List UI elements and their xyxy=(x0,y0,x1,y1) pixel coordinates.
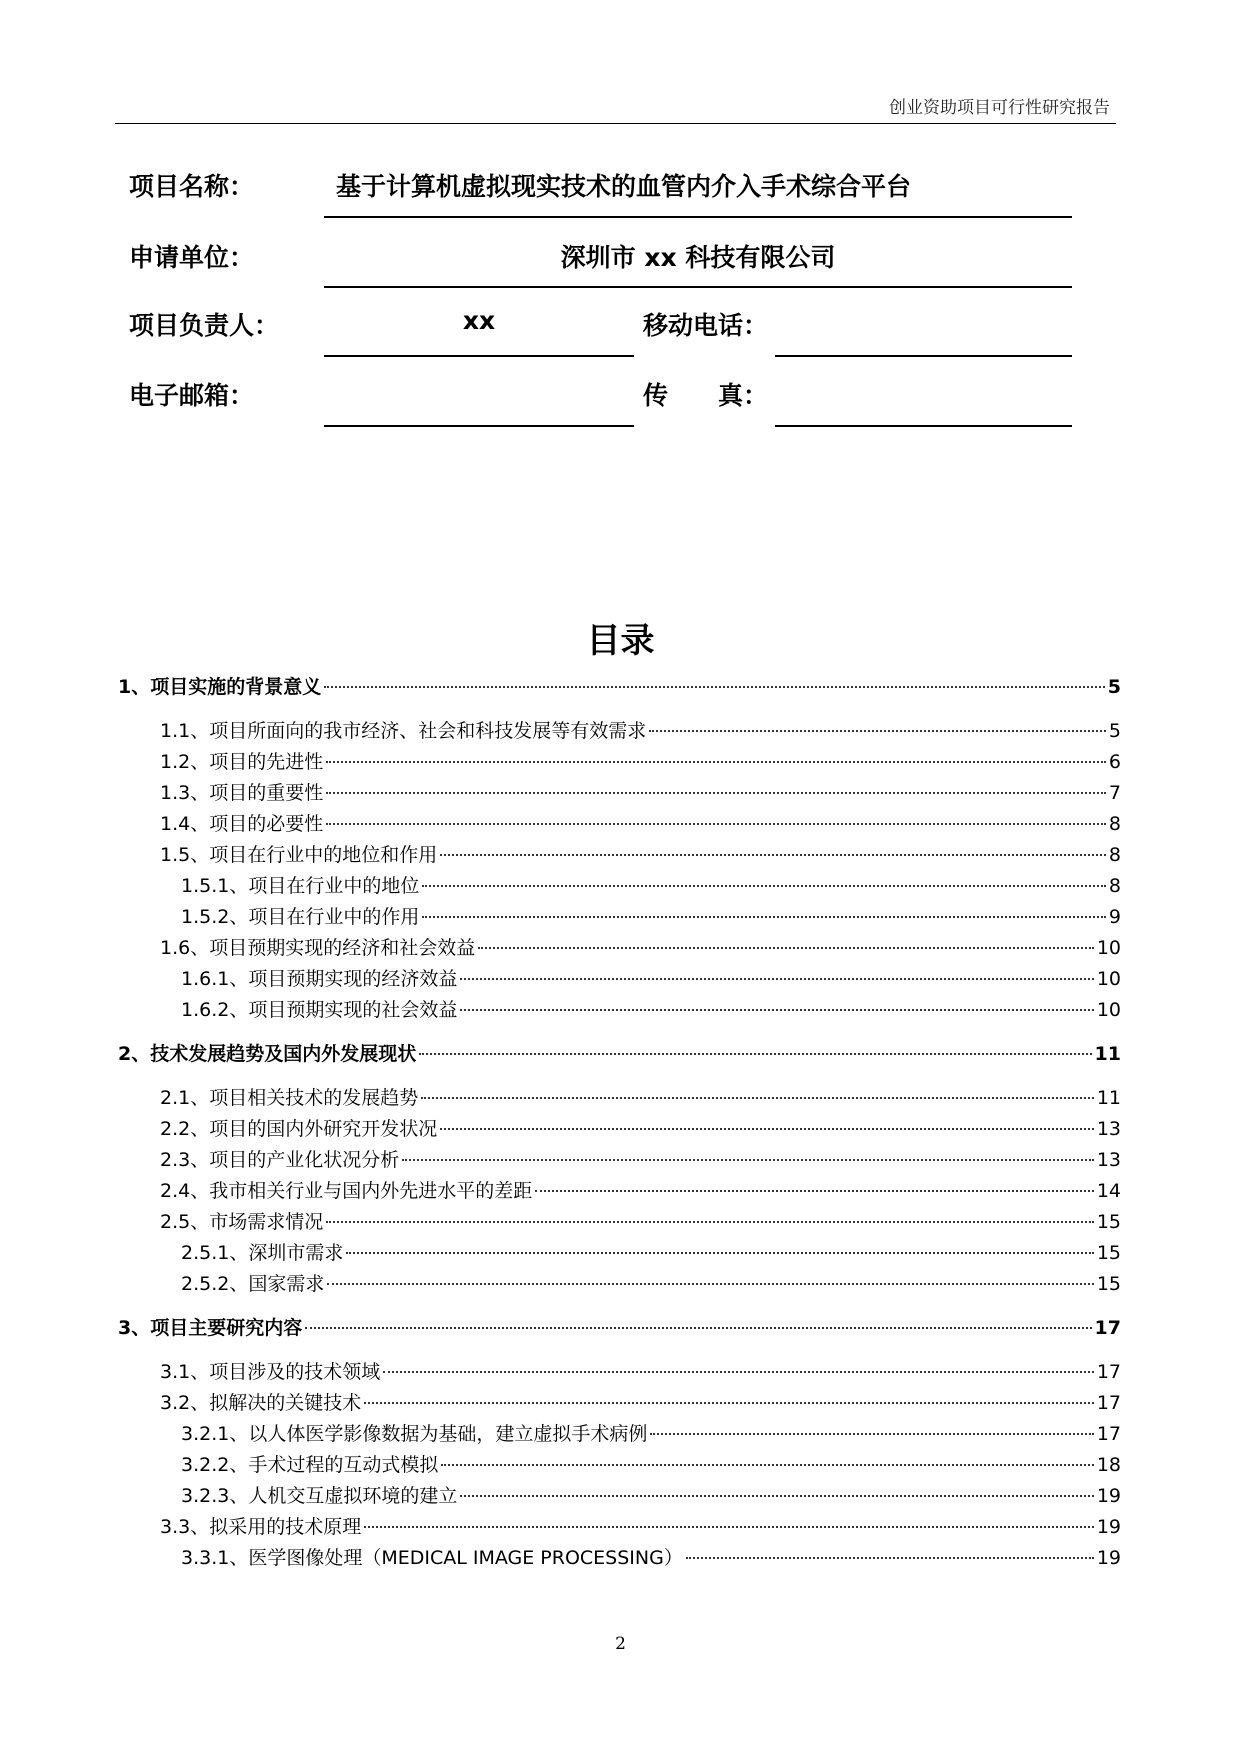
toc-leader-dots xyxy=(326,1221,1094,1223)
toc-entry-page: 15 xyxy=(1096,1211,1121,1233)
toc-leader-dots xyxy=(460,1009,1093,1011)
toc-entry[interactable] xyxy=(181,1543,1121,1570)
toc-entry-page: 11 xyxy=(1096,1087,1121,1109)
toc-entry-label: 3.3.1、医学图像处理（MEDICAL IMAGE PROCESSING） xyxy=(181,1547,683,1569)
toc-entry[interactable] xyxy=(181,1419,1121,1446)
toc-entry[interactable] xyxy=(160,809,1121,836)
toc-entry[interactable] xyxy=(160,840,1121,867)
toc-entry-label: 1.5、项目在行业中的地位和作用 xyxy=(160,844,438,866)
toc-entry[interactable] xyxy=(181,995,1121,1022)
toc-entry-page: 17 xyxy=(1096,1361,1121,1383)
toc-entry[interactable] xyxy=(160,1083,1121,1110)
toc-leader-dots xyxy=(326,792,1106,794)
toc-entry-page: 13 xyxy=(1096,1118,1121,1140)
toc-entry-page: 10 xyxy=(1096,968,1121,990)
toc-entry[interactable] xyxy=(160,1114,1121,1141)
toc-entry-page: 8 xyxy=(1108,813,1121,835)
applicant-underline xyxy=(324,286,1072,288)
toc-entry[interactable] xyxy=(118,1039,1121,1066)
toc-entry-label: 1.4、项目的必要性 xyxy=(160,813,324,835)
toc-entry[interactable] xyxy=(181,1238,1121,1265)
toc-entry-page: 19 xyxy=(1096,1516,1121,1538)
toc-entry-label: 3.2、拟解决的关键技术 xyxy=(160,1392,362,1414)
toc-entry-page: 8 xyxy=(1108,844,1121,866)
toc-leader-dots xyxy=(478,947,1094,949)
leader-underline xyxy=(324,355,634,357)
toc-leader-dots xyxy=(364,1526,1094,1528)
toc-leader-dots xyxy=(440,1128,1094,1130)
toc-leader-dots xyxy=(419,1053,1091,1055)
toc-leader-dots xyxy=(535,1190,1094,1192)
toc-leader-dots xyxy=(402,1159,1094,1161)
toc-entry[interactable] xyxy=(181,1481,1121,1508)
toc-entry-label: 3.1、项目涉及的技术领域 xyxy=(160,1361,381,1383)
page-number: 2 xyxy=(615,1634,626,1654)
toc-entry-label: 2.2、项目的国内外研究开发状况 xyxy=(160,1118,438,1140)
toc-entry-page: 8 xyxy=(1108,875,1121,897)
toc-entry-label: 1.6.1、项目预期实现的经济效益 xyxy=(181,968,458,990)
leader-label: 项目负责人： xyxy=(129,311,280,340)
toc-entry-page: 9 xyxy=(1108,906,1121,928)
toc-entry[interactable] xyxy=(118,672,1121,699)
toc-entry[interactable] xyxy=(181,902,1121,929)
leader-value: xx xyxy=(462,306,496,335)
toc-entry[interactable] xyxy=(181,964,1121,991)
toc-entry-label: 2、技术发展趋势及国内外发展现状 xyxy=(118,1043,417,1065)
toc-entry-label: 1.5.2、项目在行业中的作用 xyxy=(181,906,420,928)
mobile-underline xyxy=(775,355,1072,357)
toc-entry[interactable] xyxy=(160,1388,1121,1415)
toc-entry-page: 17 xyxy=(1096,1392,1121,1414)
toc-leader-dots xyxy=(326,823,1106,825)
toc-entry-label: 1.3、项目的重要性 xyxy=(160,782,324,804)
toc-entry-label: 3.3、拟采用的技术原理 xyxy=(160,1516,362,1538)
toc-entry-label: 2.5、市场需求情况 xyxy=(160,1211,324,1233)
toc-leader-dots xyxy=(383,1371,1094,1373)
toc-entry-page: 17 xyxy=(1096,1423,1121,1445)
toc-entry-page: 6 xyxy=(1108,751,1121,773)
applicant-label: 申请单位： xyxy=(129,243,255,272)
toc-title: 目录 xyxy=(586,621,655,661)
running-header: 创业资助项目可行性研究报告 xyxy=(889,98,1110,118)
toc-entry-page: 15 xyxy=(1096,1242,1121,1264)
toc-leader-dots xyxy=(441,1464,1093,1466)
toc-entry-label: 3.2.1、以人体医学影像数据为基础，建立虚拟手术病例 xyxy=(181,1423,648,1445)
toc-leader-dots xyxy=(650,1433,1093,1435)
toc-entry-label: 1.6、项目预期实现的经济和社会效益 xyxy=(160,937,476,959)
fax-underline xyxy=(775,425,1072,427)
toc-entry[interactable] xyxy=(160,1145,1121,1172)
toc-entry-page: 5 xyxy=(1107,676,1121,698)
toc-entry[interactable] xyxy=(160,1357,1121,1384)
toc-entry[interactable] xyxy=(160,1207,1121,1234)
toc-entry[interactable] xyxy=(160,1176,1121,1203)
toc-entry-label: 1、项目实施的背景意义 xyxy=(118,676,322,698)
toc-entry-page: 15 xyxy=(1096,1273,1121,1295)
toc-leader-dots xyxy=(364,1402,1094,1404)
toc-leader-dots xyxy=(422,916,1106,918)
header-rule xyxy=(115,123,1116,124)
toc-entry-label: 2.4、我市相关行业与国内外先进水平的差距 xyxy=(160,1180,533,1202)
toc-entry-label: 2.1、项目相关技术的发展趋势 xyxy=(160,1087,419,1109)
toc-entry-label: 2.5.2、国家需求 xyxy=(181,1273,325,1295)
toc-leader-dots xyxy=(305,1327,1091,1329)
toc-leader-dots xyxy=(649,730,1106,732)
toc-entry-page: 19 xyxy=(1096,1547,1121,1569)
toc-entry-label: 3.2.3、人机交互虚拟环境的建立 xyxy=(181,1485,458,1507)
toc-leader-dots xyxy=(460,978,1093,980)
toc-entry[interactable] xyxy=(160,716,1121,743)
email-underline xyxy=(324,425,634,427)
project-name-value: 基于计算机虚拟现实技术的血管内介入手术综合平台 xyxy=(336,172,912,201)
toc-leader-dots xyxy=(327,1283,1093,1285)
toc-entry-label: 1.6.2、项目预期实现的社会效益 xyxy=(181,999,458,1021)
toc-entry-label: 1.5.1、项目在行业中的地位 xyxy=(181,875,420,897)
toc-entry[interactable] xyxy=(160,778,1121,805)
toc-entry-label: 1.1、项目所面向的我市经济、社会和科技发展等有效需求 xyxy=(160,720,647,742)
toc-leader-dots xyxy=(422,885,1106,887)
toc-leader-dots xyxy=(686,1557,1094,1559)
fax-label: 传 真： xyxy=(643,381,769,410)
project-name-label: 项目名称： xyxy=(129,172,255,201)
toc-entry-page: 18 xyxy=(1096,1454,1121,1476)
toc-entry-page: 7 xyxy=(1108,782,1121,804)
toc-entry[interactable] xyxy=(160,933,1121,960)
toc-entry-page: 14 xyxy=(1096,1180,1121,1202)
toc-entry[interactable] xyxy=(118,1313,1121,1340)
toc-entry-label: 3.2.2、手术过程的互动式模拟 xyxy=(181,1454,439,1476)
toc-leader-dots xyxy=(421,1097,1094,1099)
toc-leader-dots xyxy=(440,854,1106,856)
toc-entry-page: 5 xyxy=(1108,720,1121,742)
toc-entry-label: 1.2、项目的先进性 xyxy=(160,751,324,773)
toc-leader-dots xyxy=(460,1495,1093,1497)
toc-entry[interactable] xyxy=(181,871,1121,898)
toc-entry[interactable] xyxy=(181,1450,1121,1477)
applicant-value: 深圳市 xx 科技有限公司 xyxy=(560,243,836,272)
toc-entry-page: 19 xyxy=(1096,1485,1121,1507)
toc-entry-page: 13 xyxy=(1096,1149,1121,1171)
mobile-label: 移动电话： xyxy=(643,311,769,340)
toc-entry-label: 2.3、项目的产业化状况分析 xyxy=(160,1149,400,1171)
toc-entry-page: 11 xyxy=(1094,1043,1121,1065)
toc-entry[interactable] xyxy=(160,747,1121,774)
toc-entry-label: 3、项目主要研究内容 xyxy=(118,1317,303,1339)
toc-entry[interactable] xyxy=(181,1269,1121,1296)
toc-entry-label: 2.5.1、深圳市需求 xyxy=(181,1242,344,1264)
toc-entry-page: 10 xyxy=(1096,999,1121,1021)
toc-entry-page: 10 xyxy=(1096,937,1121,959)
email-label: 电子邮箱： xyxy=(129,381,255,410)
toc-leader-dots xyxy=(346,1252,1093,1254)
toc-entry[interactable] xyxy=(160,1512,1121,1539)
project-name-underline xyxy=(324,216,1072,218)
toc-leader-dots xyxy=(326,761,1106,763)
toc-entry-page: 17 xyxy=(1094,1317,1121,1339)
toc-leader-dots xyxy=(324,686,1105,688)
